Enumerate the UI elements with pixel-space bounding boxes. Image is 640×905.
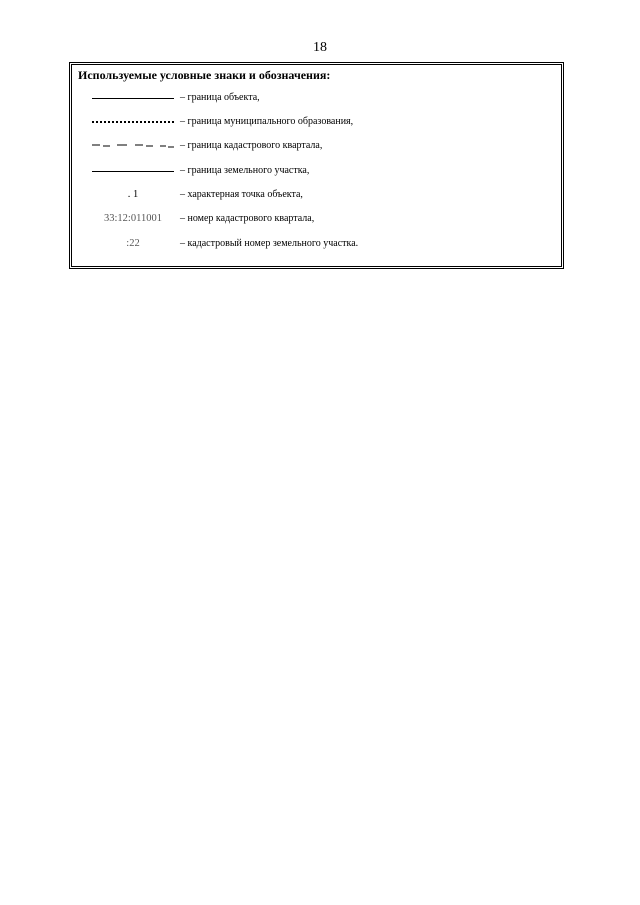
dotted-line-symbol [92,114,174,130]
legend-item-text: – граница земельного участка, [180,165,310,176]
solid-line-mark [92,98,174,99]
quarter-number-symbol: 33:12:011001 [104,213,162,224]
solid-line-mark [92,171,174,172]
dashed-line-mark [92,142,174,150]
dashed-line-symbol [92,138,174,154]
legend-row-object-boundary [72,90,561,106]
page-number: 18 [313,40,327,55]
solid-line-symbol [92,163,174,179]
legend-item-text: – граница объекта, [180,92,260,103]
legend-row-land-plot-number [72,236,561,252]
legend-item-text: – кадастровый номер земельного участка. [180,238,359,249]
legend-item-text: – граница кадастрового квартала, [180,140,323,151]
legend-row-land-plot-boundary [72,163,561,179]
legend-item-text: – характерная точка объекта, [180,189,303,200]
point-symbol: . 1 [127,189,139,200]
solid-line-symbol [92,90,174,106]
legend-title: Используемые условные знаки и обозначения: [78,68,331,82]
legend-row-cadastral-quarter-number [72,211,561,227]
plot-number-symbol: :22 [126,238,140,249]
legend-item-text: – граница муниципального образования, [180,116,354,127]
legend-item-text: – номер кадастрового квартала, [180,213,315,224]
legend-row-cadastral-quarter-boundary [72,138,561,154]
dotted-line-mark [92,121,174,123]
legend-row-characteristic-point [72,187,561,203]
legend-row-municipal-boundary [72,114,561,130]
legend-box [69,62,564,269]
